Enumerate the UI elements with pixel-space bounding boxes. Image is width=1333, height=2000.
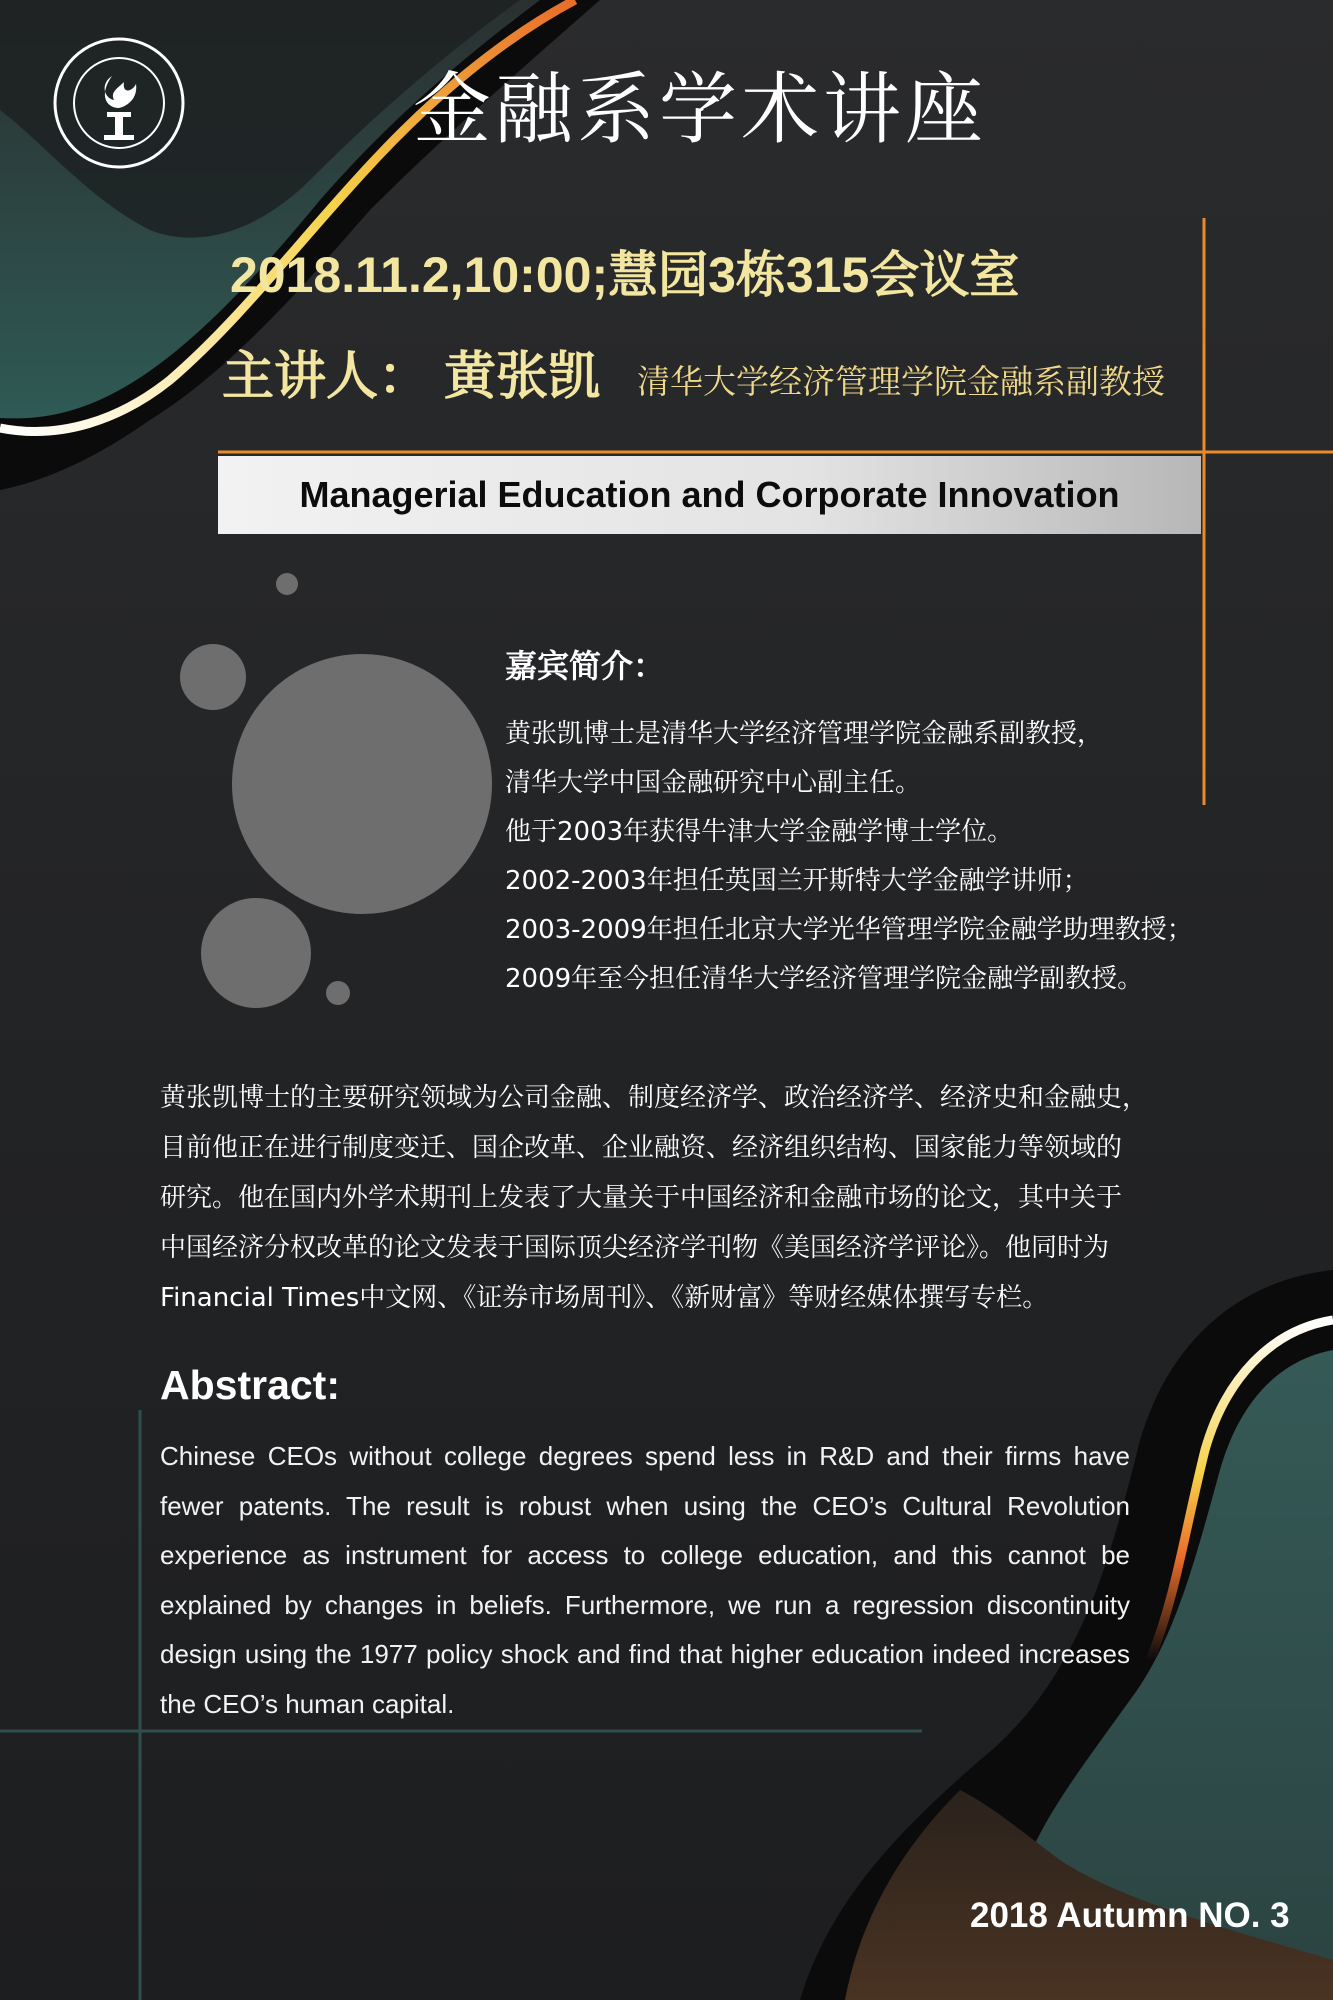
talk-title-banner: [218, 456, 1201, 534]
bio-heading: 嘉宾简介：: [505, 647, 666, 685]
abstract-heading: Abstract:: [160, 1362, 340, 1408]
abstract-text: Chinese CEOs without college degrees spend less in R&D and their firms have fewer patents. The result is robust when using the CEO’s Cultural Revolution experience as instrument for access to college education, and this cannot be explained by changes in beliefs. Furthermore, we run a regression discontinuity design using the 1977 policy shock and find that higher education indeed increases the CEO’s human capital.: [160, 1441, 1130, 1719]
research-line: 黄张凯博士的主要研究领域为公司金融、制度经济学、政治经济学、经济史和金融史，: [160, 1083, 1149, 1113]
bio-line: 他于2003年获得牛津大学金融学博士学位。: [505, 817, 1014, 847]
speaker-affiliation: 清华大学经济管理学院金融系副教授: [637, 362, 1165, 401]
bio-line: 2002-2003年担任英国兰开斯特大学金融学讲师；: [505, 866, 1089, 896]
research-line: 研究。他在国内外学术期刊上发表了大量关于中国经济和金融市场的论文，其中关于: [160, 1183, 1123, 1213]
research-paragraph: [160, 1073, 1240, 1323]
speaker-name: 黄张凯: [444, 347, 601, 407]
speaker-label: 主讲人：: [222, 347, 431, 407]
bio-line: 清华大学中国金融研究中心副主任。: [505, 768, 922, 798]
poster-title: 金融系学术讲座: [412, 65, 987, 155]
bio-text: [505, 710, 1225, 1004]
university-logo: [52, 36, 186, 170]
research-line: 中国经济分权改革的论文发表于国际顶尖经济学刊物《美国经济学评论》。他同时为: [160, 1233, 1110, 1263]
bio-line: 2003-2009年担任北京大学光华管理学院金融学助理教授；: [505, 915, 1193, 945]
talk-title: Managerial Education and Corporate Innovation: [299, 474, 1120, 515]
research-line: 目前他正在进行制度变迁、国企改革、企业融资、经济组织结构、国家能力等领域的: [160, 1133, 1123, 1163]
datetime-location: 2018.11.2,10:00;慧园3栋315会议室: [230, 247, 1020, 303]
bio-line: 2009年至今担任清华大学经济管理学院金融学副教授。: [505, 964, 1144, 994]
bio-line: 黄张凯博士是清华大学经济管理学院金融系副教授，: [505, 719, 1104, 749]
research-line: Financial Times中文网、《证券市场周刊》、《新财富》等财经媒体撰写专栏。: [160, 1283, 1049, 1313]
edition-label: 2018 Autumn NO. 3: [970, 1896, 1290, 1935]
